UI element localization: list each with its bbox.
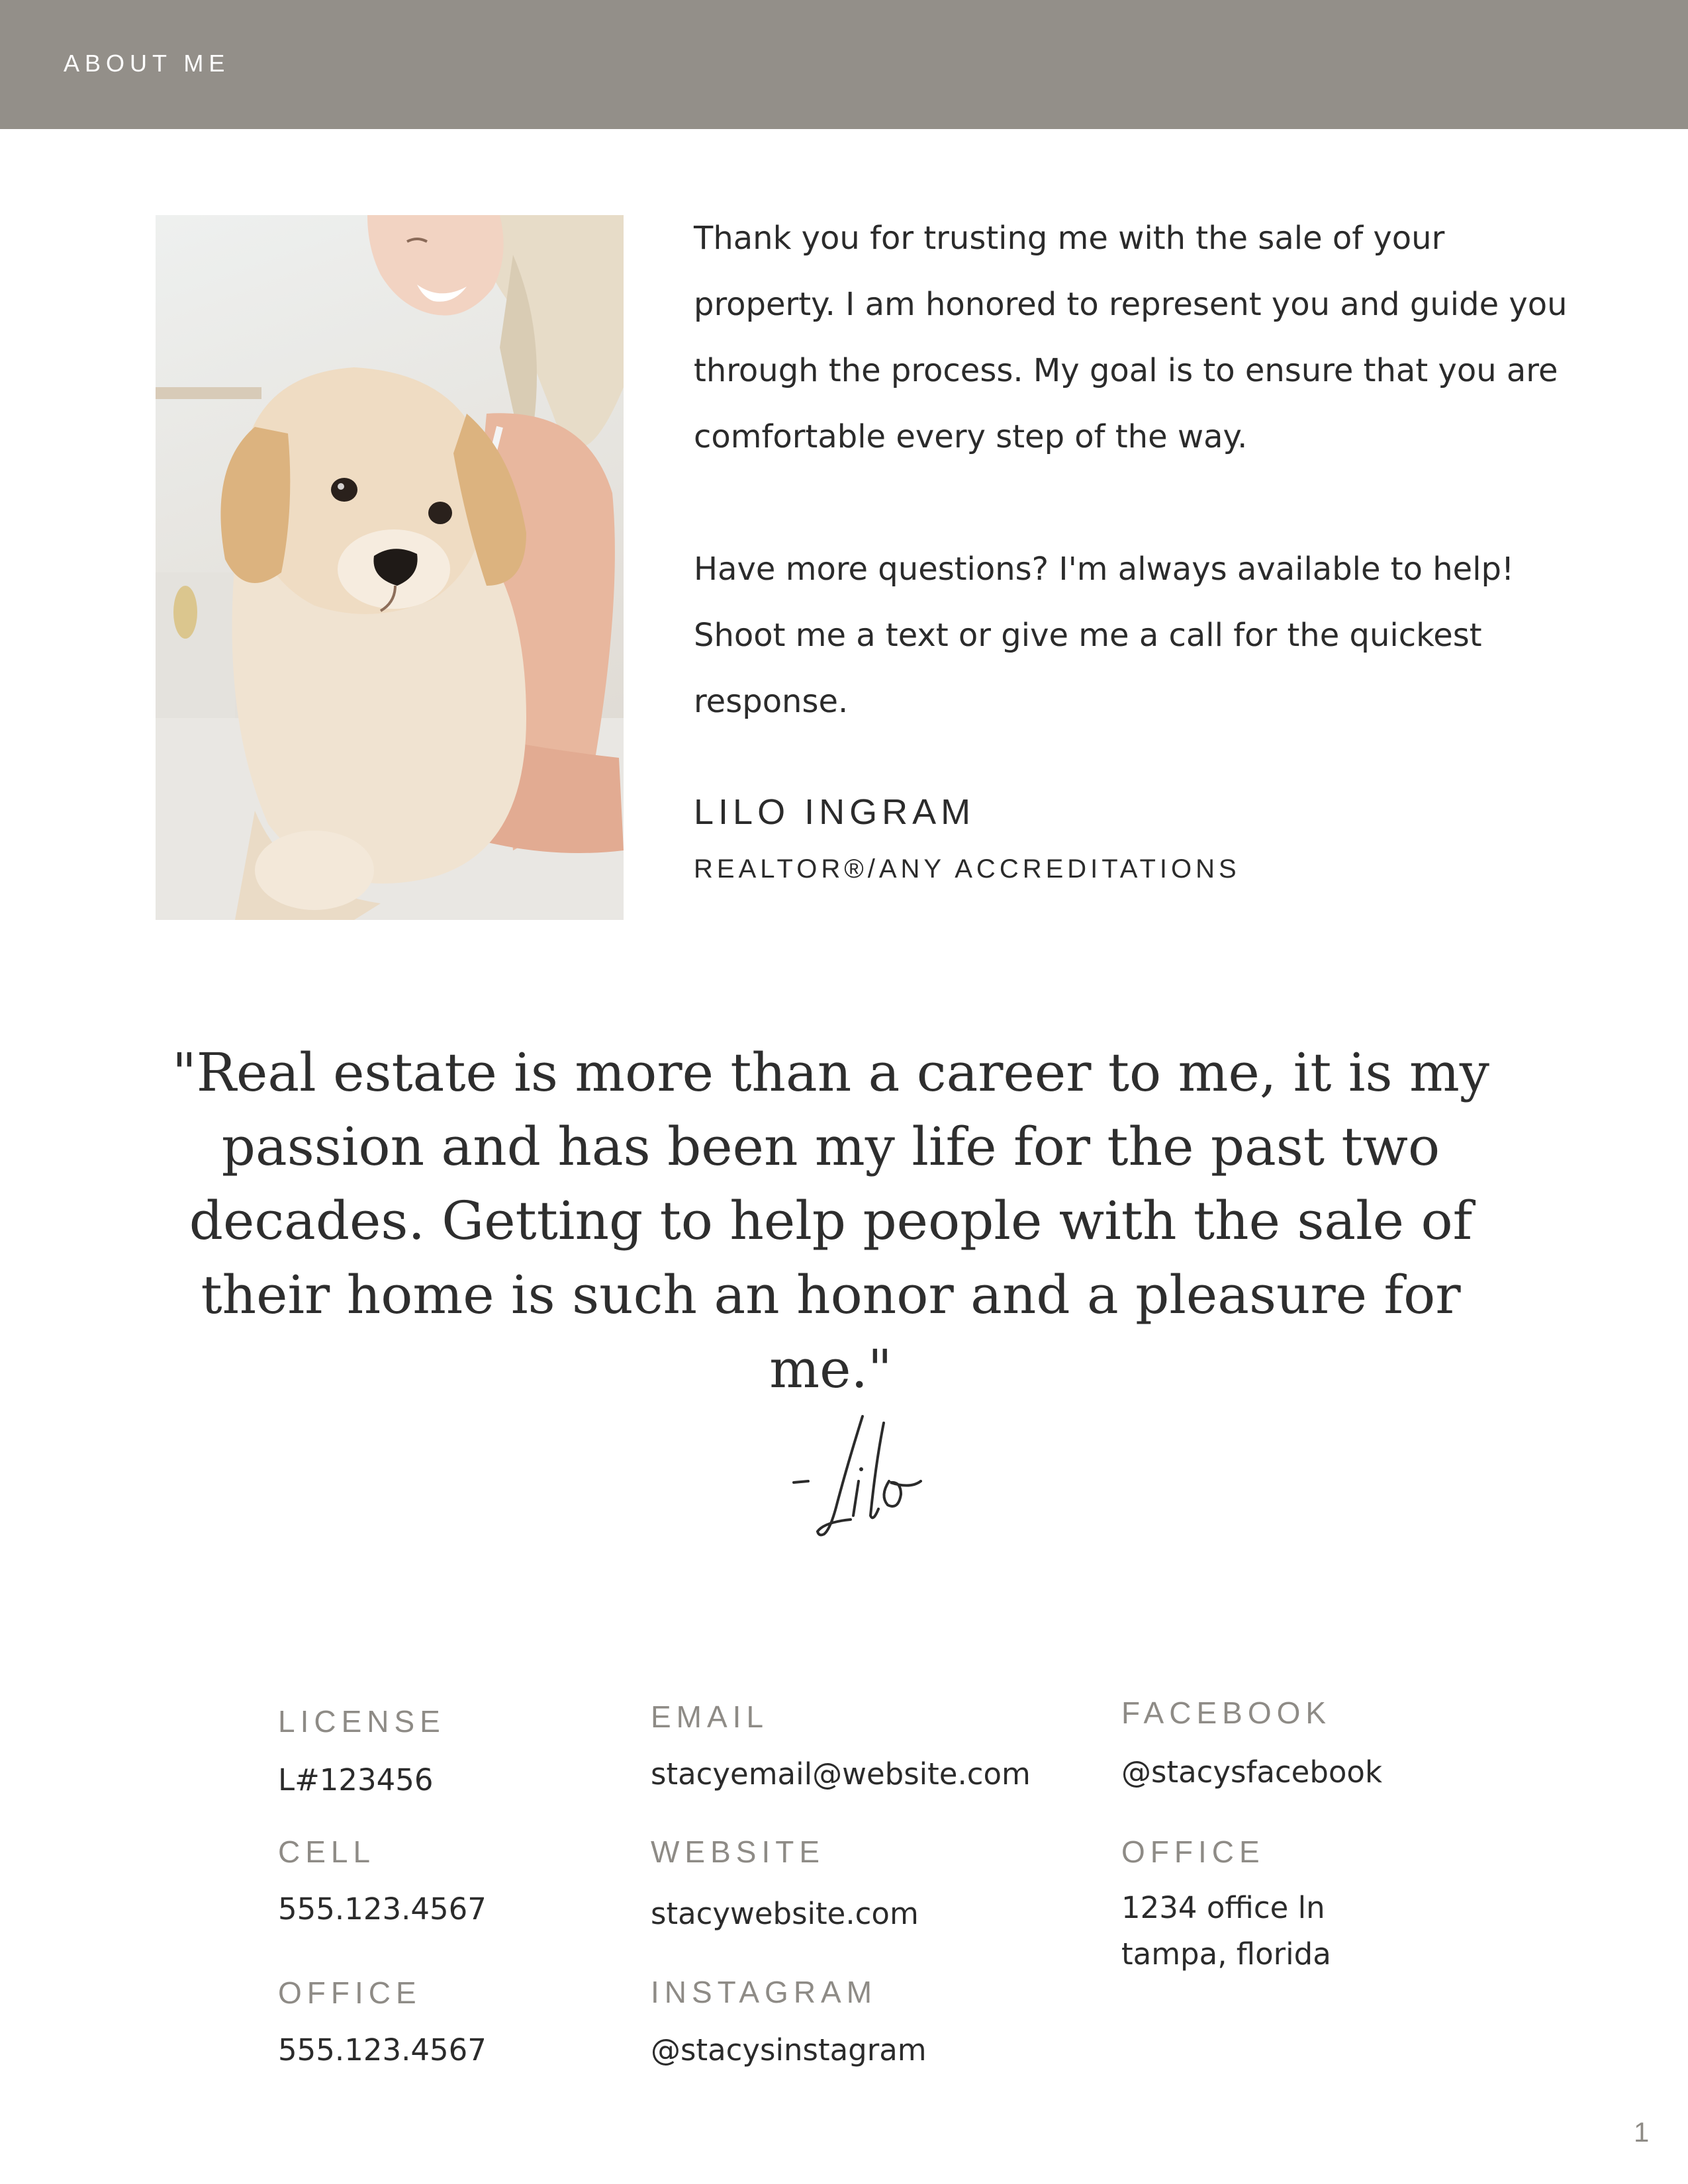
facebook-value[interactable]: @stacysfacebook <box>1121 1754 1383 1790</box>
woman-with-puppy-image <box>156 215 624 920</box>
testimonial-quote: "Real estate is more than a career to me, it is my passion and has been my life for the past two decades. Getting to help people with the sale of their home is such an honor and a pleasure for me." <box>172 1042 1489 1400</box>
license-value: L#123456 <box>278 1762 434 1797</box>
intro-text <box>694 205 1581 735</box>
office-phone-label: OFFICE <box>278 1976 422 2010</box>
email-value[interactable]: stacyemail@website.com <box>651 1756 1031 1792</box>
page-number: 1 <box>1634 2116 1650 2148</box>
cell-value[interactable]: 555.123.4567 <box>278 1891 487 1927</box>
website-value[interactable]: stacywebsite.com <box>651 1896 919 1931</box>
instagram-label: INSTAGRAM <box>651 1975 878 2009</box>
agent-name: LILO INGRAM <box>694 792 976 832</box>
agent-photo <box>156 215 624 920</box>
header-bar <box>0 0 1688 129</box>
intro-paragraph-2: Have more questions? I'm always available to help! Shoot me a text or give me a call for the quickest response. <box>694 551 1515 720</box>
handwritten-signature <box>784 1403 943 1549</box>
header-title: ABOUT ME <box>64 50 230 77</box>
email-label: EMAIL <box>651 1700 769 1734</box>
instagram-value[interactable]: @stacysinstagram <box>651 2032 927 2068</box>
office-address-line-1: 1234 office ln <box>1121 1890 1325 1925</box>
agent-title: REALTOR®/ANY ACCREDITATIONS <box>694 854 1241 884</box>
office-address-label: OFFICE <box>1121 1835 1265 1869</box>
license-label: LICENSE <box>278 1704 445 1739</box>
intro-paragraph-1: Thank you for trusting me with the sale of your property. I am honored to represent you and guide you through the process. My goal is to ensure that you are comfortable every step of the way. <box>694 220 1568 455</box>
office-phone-value[interactable]: 555.123.4567 <box>278 2032 487 2068</box>
website-label: WEBSITE <box>651 1835 825 1869</box>
office-address-line-2: tampa, florida <box>1121 1936 1331 1972</box>
facebook-label: FACEBOOK <box>1121 1696 1332 1730</box>
cell-label: CELL <box>278 1835 376 1869</box>
